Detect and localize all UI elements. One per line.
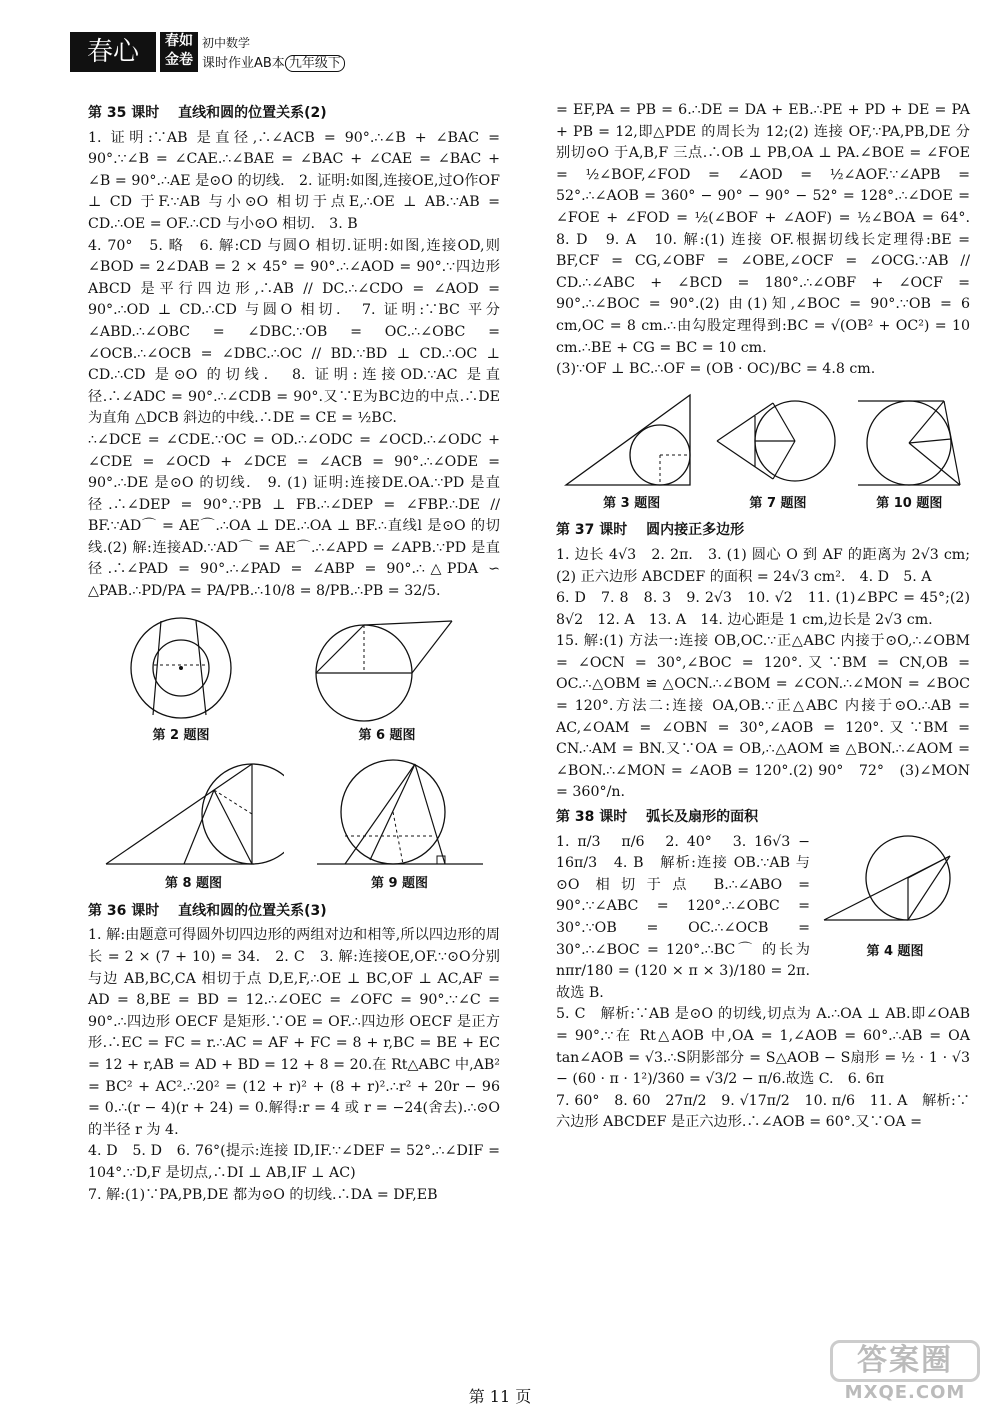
answer-block: = EF,PA = PB = 6.∴DE = DA + EB.∴PE + PD + DE = PA + PB = 12,即△PDE 的周长为 12;(2) 连接 OF,∵PA,PB,DE 分别切⊙O 于A,B,F 三点.∴OB ⊥ PB,OA ⊥ PA.∠BOE = ∠FOE = ½∠BOF,∠FOD = ∠AOD = ½∠AOF.∵∠APB = 52°.∴∠AOB = 360° − 90° − 90° − 52° = 128°.∴∠DOE = ∠FOE + ∠FOD = ½(∠BOF + ∠AOF) = ½∠BOA = 64°. 8. D 9. A 10. 解:(1) 连接 OF.根据切线长定理得:BE = BF,CF = CG,∠OBF = ∠OBE,∠OCF = ∠OCG.∵AB // CD.∴∠ABC + ∠BCD = 180°.∴∠OBF + ∠OCF = 90°.∴∠BOC = 90°.(2) 由(1)知,∠BOC = 90°.∵OB = 6 cm,OC = 8 cm.∴由勾股定理得到:BC = √(OB² + OC²) = 10 cm.∴BE + CG = BC = 10 cm. <box>556 102 985 356</box>
answer-block: 4. D 5. D 6. 76°(提示:连接 ID,IF.∵∠DEF = 52°.∴∠DIF = 104°.∵D,F 是切点,∴DI ⊥ AB,IF ⊥ AC) <box>88 1143 500 1181</box>
figure-4 <box>820 832 970 963</box>
grade-badge: 九年级下 <box>285 55 345 72</box>
figure-8 <box>104 756 284 895</box>
figure-caption: 第 7 题图 <box>749 495 807 511</box>
figure-caption: 第 9 题图 <box>370 876 429 892</box>
figure-caption: 第 4 题图 <box>866 944 924 960</box>
answer-block: 7. 60° 8. 60 27π/2 9. √17π/2 10. π/6 11. A 解析:∵六边形 ABCDEF 是正六边形.∴∠AOB = 60°.又∵OA = <box>556 1092 970 1131</box>
book-header <box>70 32 370 76</box>
publisher-logo: 春心 <box>70 32 156 72</box>
figure-8-diagram <box>104 756 284 871</box>
figure-3-diagram <box>562 391 702 491</box>
figure-3 <box>562 391 702 515</box>
left-column <box>88 100 500 1206</box>
answer-block: (3)∵OF ⊥ BC.∴OF = (OB · OC)/BC = 4.8 cm. <box>556 361 876 378</box>
figure-10-diagram <box>854 391 964 491</box>
brand-bottom: 金卷 <box>165 52 193 68</box>
subject-label: 初中数学 <box>202 36 251 50</box>
answer-block: 6. D 7. 8 8. 3 9. 2√3 10. √2 11. (1)∠BPC = 45°;(2) 8√2 12. A 13. A 14. 边心距是 1 cm,边长是 2√3 cm. <box>556 590 970 628</box>
section-title-37: 第 37 课时 圆内接正多边形 <box>556 522 745 539</box>
right-column <box>556 100 985 1134</box>
section-title-36: 第 36 课时 直线和圆的位置关系(3) <box>88 902 327 919</box>
brand-mark <box>160 32 198 72</box>
watermark-url: MXQE.COM <box>844 1382 966 1403</box>
brand-top: 春如 <box>165 33 193 49</box>
series-label <box>202 52 345 71</box>
figure-9 <box>315 756 485 895</box>
figure-2 <box>116 613 246 747</box>
watermark <box>830 1340 980 1406</box>
figure-caption: 第 8 题图 <box>164 876 223 892</box>
figure-6-diagram <box>302 613 472 723</box>
figure-4-diagram <box>820 832 970 932</box>
answer-block: ∴∠DCE = ∠CDE.∵OC = OD.∴∠ODC = ∠OCD.∴∠ODC + ∠CDE = ∠OCD + ∠DCE = ∠ACB = 90°.∴∠ODE = 90°.∴DE 是⊙O 的切线. 9. (1) 证明:连接DE.OA.∵PD 是直径.∴∠DEP = 90°.∵PB ⊥ FB.∴∠DEP = ∠FBP.∴DE // BF.∵AD⌒ = AE⌒.∴OA ⊥ DE.∴OA ⊥ BF.∴直线l 是⊙O 的切线.(2) 解:连接AD.∵AD⌒ = AE⌒.∴∠APD = ∠APB.∵PD 是直径.∴∠PAD = 90°.∴∠PAD = ∠ABP = 90°.∴△PDA ∽ △PAB.∴PD/PA = PA/PB.∴10/8 = 8/PB.∴PB = 32/5. <box>88 431 500 600</box>
figure-9-diagram <box>315 756 485 871</box>
watermark-title: 答案圈 <box>830 1340 980 1382</box>
series-name: 课时作业AB本 <box>202 56 285 71</box>
figure-row <box>88 756 500 895</box>
figure-row <box>88 613 500 747</box>
figure-7-diagram <box>713 391 843 491</box>
figure-6 <box>302 613 472 747</box>
figure-10 <box>854 391 964 515</box>
figure-caption: 第 10 题图 <box>876 495 943 511</box>
page-number: 第 11 页 <box>468 1387 532 1406</box>
figure-7 <box>713 391 843 515</box>
answer-block: 1. 证明:∵AB 是直径,∴∠ACB = 90°.∴∠B + ∠BAC = 90°.∵∠B = ∠CAE.∴∠BAE = ∠BAC + ∠CAE = ∠BAC + ∠B = 90°.∴AE 是⊙O 的切线. 2. 证明:如图,连接OE,过O作OF ⊥ CD 于F.∵AB 与小⊙O 相切于点E,∴OE ⊥ AB.∵AB = CD.∴OE = OF.∴CD 与小⊙O 相切. 3. B <box>88 129 500 232</box>
figure-caption: 第 3 题图 <box>603 495 661 511</box>
figure-caption: 第 6 题图 <box>358 727 416 743</box>
answer-block: 4. 70° 5. 略 6. 解:CD 与圆O 相切.证明:如图,连接OD,则∠BOD = 2∠DAB = 2 × 45° = 90°.∴∠AOD = 90°.∵四边形 ABCD 是平行四边形,∴AB // DC.∴∠CDO = ∠AOD = 90°.∴OD ⊥ CD.∴CD 与圆O 相切. 7. 证明:∵BC 平分∠ABD.∴∠OBC = ∠DBC.∵OB = OC.∴∠OBC = ∠OCB.∴∠OCB = ∠DBC.∴OC // BD.∵BD ⊥ CD.∴OC ⊥ CD.∴CD 是⊙O 的切线. 8. 证明:连接OD.∵AC 是直径.∴∠ADC = 90°.∴∠CDB = 90°.又∵E为BC边的中点.∴DE 为直角 △DCB 斜边的中线.∴DE = CE = ½BC. <box>88 237 500 427</box>
figure-caption: 第 2 题图 <box>152 727 210 743</box>
answer-block: 1. π/3 π/6 2. 40° 3. 16√3 − 16π/3 4. B 解析:连接 OB.∵AB 与⊙O 相切于点 B.∴∠ABO = 90°.∵∠ABC = 120°.∴∠OBC = 30°.∵OB = OC.∴∠OCB = 30°.∴∠BOC = 120°.∴BC⌒ 的长为 nπr/180 = (120 × π × 3)/180 = 2π.故选 B. <box>556 833 810 1001</box>
answer-block: 5. C 解析:∵AB 是⊙O 的切线,切点为 A.∴OA ⊥ AB.即∠OAB = 90°.∵在 Rt△AOB 中,OA = 1,∠AOB = 60°.∴AB = OA tan∠AOB = √3.∴S阴影部分 = S△AOB − S扇形 = ½ · 1 · √3 − (60 · π · 1²)/360 = √3/2 − π/6.故选 C. 6. 6π <box>556 1006 970 1088</box>
figure-2-diagram <box>116 613 246 723</box>
answer-block: 1. 解:由题意可得圆外切四边形的两组对边和相等,所以四边形的周长 = 2 × (7 + 10) = 34. 2. C 3. 解:连接OE,OF.∵⊙O分别与边 AB,BC,CA 相切于点 D,E,F,∴OE ⊥ BC,OF ⊥ AC,AF = AD = 8,BE = BD = 12.∴∠OEC = ∠OFC = 90°.∵∠C = 90°.∴四边形 OECF 是矩形.∵OE = OF.∴四边形 OECF 是正方形.∴EC = FC = r.∴AC = AF + FC = 8 + r,BC = BE + EC = 12 + r,AB = AD + BD = 12 + 8 = 20.在 Rt△ABC 中,AB² = BC² + AC².∴20² = (12 + r)² + (8 + r)².∴r² + 20r − 96 = 0.∴(r − 4)(r + 24) = 0.解得:r = 4 或 r = −24(舍去).∴⊙O 的半径 r 为 4. <box>88 927 500 1138</box>
figure-row <box>556 391 970 515</box>
answer-block: 1. 边长 4√3 2. 2π. 3. (1) 圆心 O 到 AF 的距离为 2√3 cm;(2) 正六边形 ABCDEF 的面积 = 24√3 cm². 4. D 5. A <box>556 546 970 585</box>
section-title-38: 第 38 课时 弧长及扇形的面积 <box>556 809 759 826</box>
answer-block: 15. 解:(1) 方法一:连接 OB,OC.∵正△ABC 内接于⊙O,∴∠OBM = ∠OCN = 30°,∠BOC = 120°.又∵BM = CN,OB = OC.∴△OBM ≌ △OCN.∴∠BOM = ∠CON.∴∠MON = ∠BOC = 120°.方法二:连接 OA,OB.∵正△ABC 内接于⊙O.∴AB = AC,∠OAM = ∠OBN = 30°,∠AOB = 120°.又∵BM = CN.∴AM = BN.又∵OA = OB,∴△AOM ≌ △BON.∴∠AOM = ∠BON.∴∠MON = ∠AOB = 120°.(2) 90° 72° (3)∠MON = 360°/n. <box>556 633 970 801</box>
answer-block: 7. 解:(1)∵PA,PB,DE 都为⊙O 的切线.∴DA = DF,EB <box>88 1186 438 1203</box>
section-title-35: 第 35 课时 直线和圆的位置关系(2) <box>88 105 327 121</box>
